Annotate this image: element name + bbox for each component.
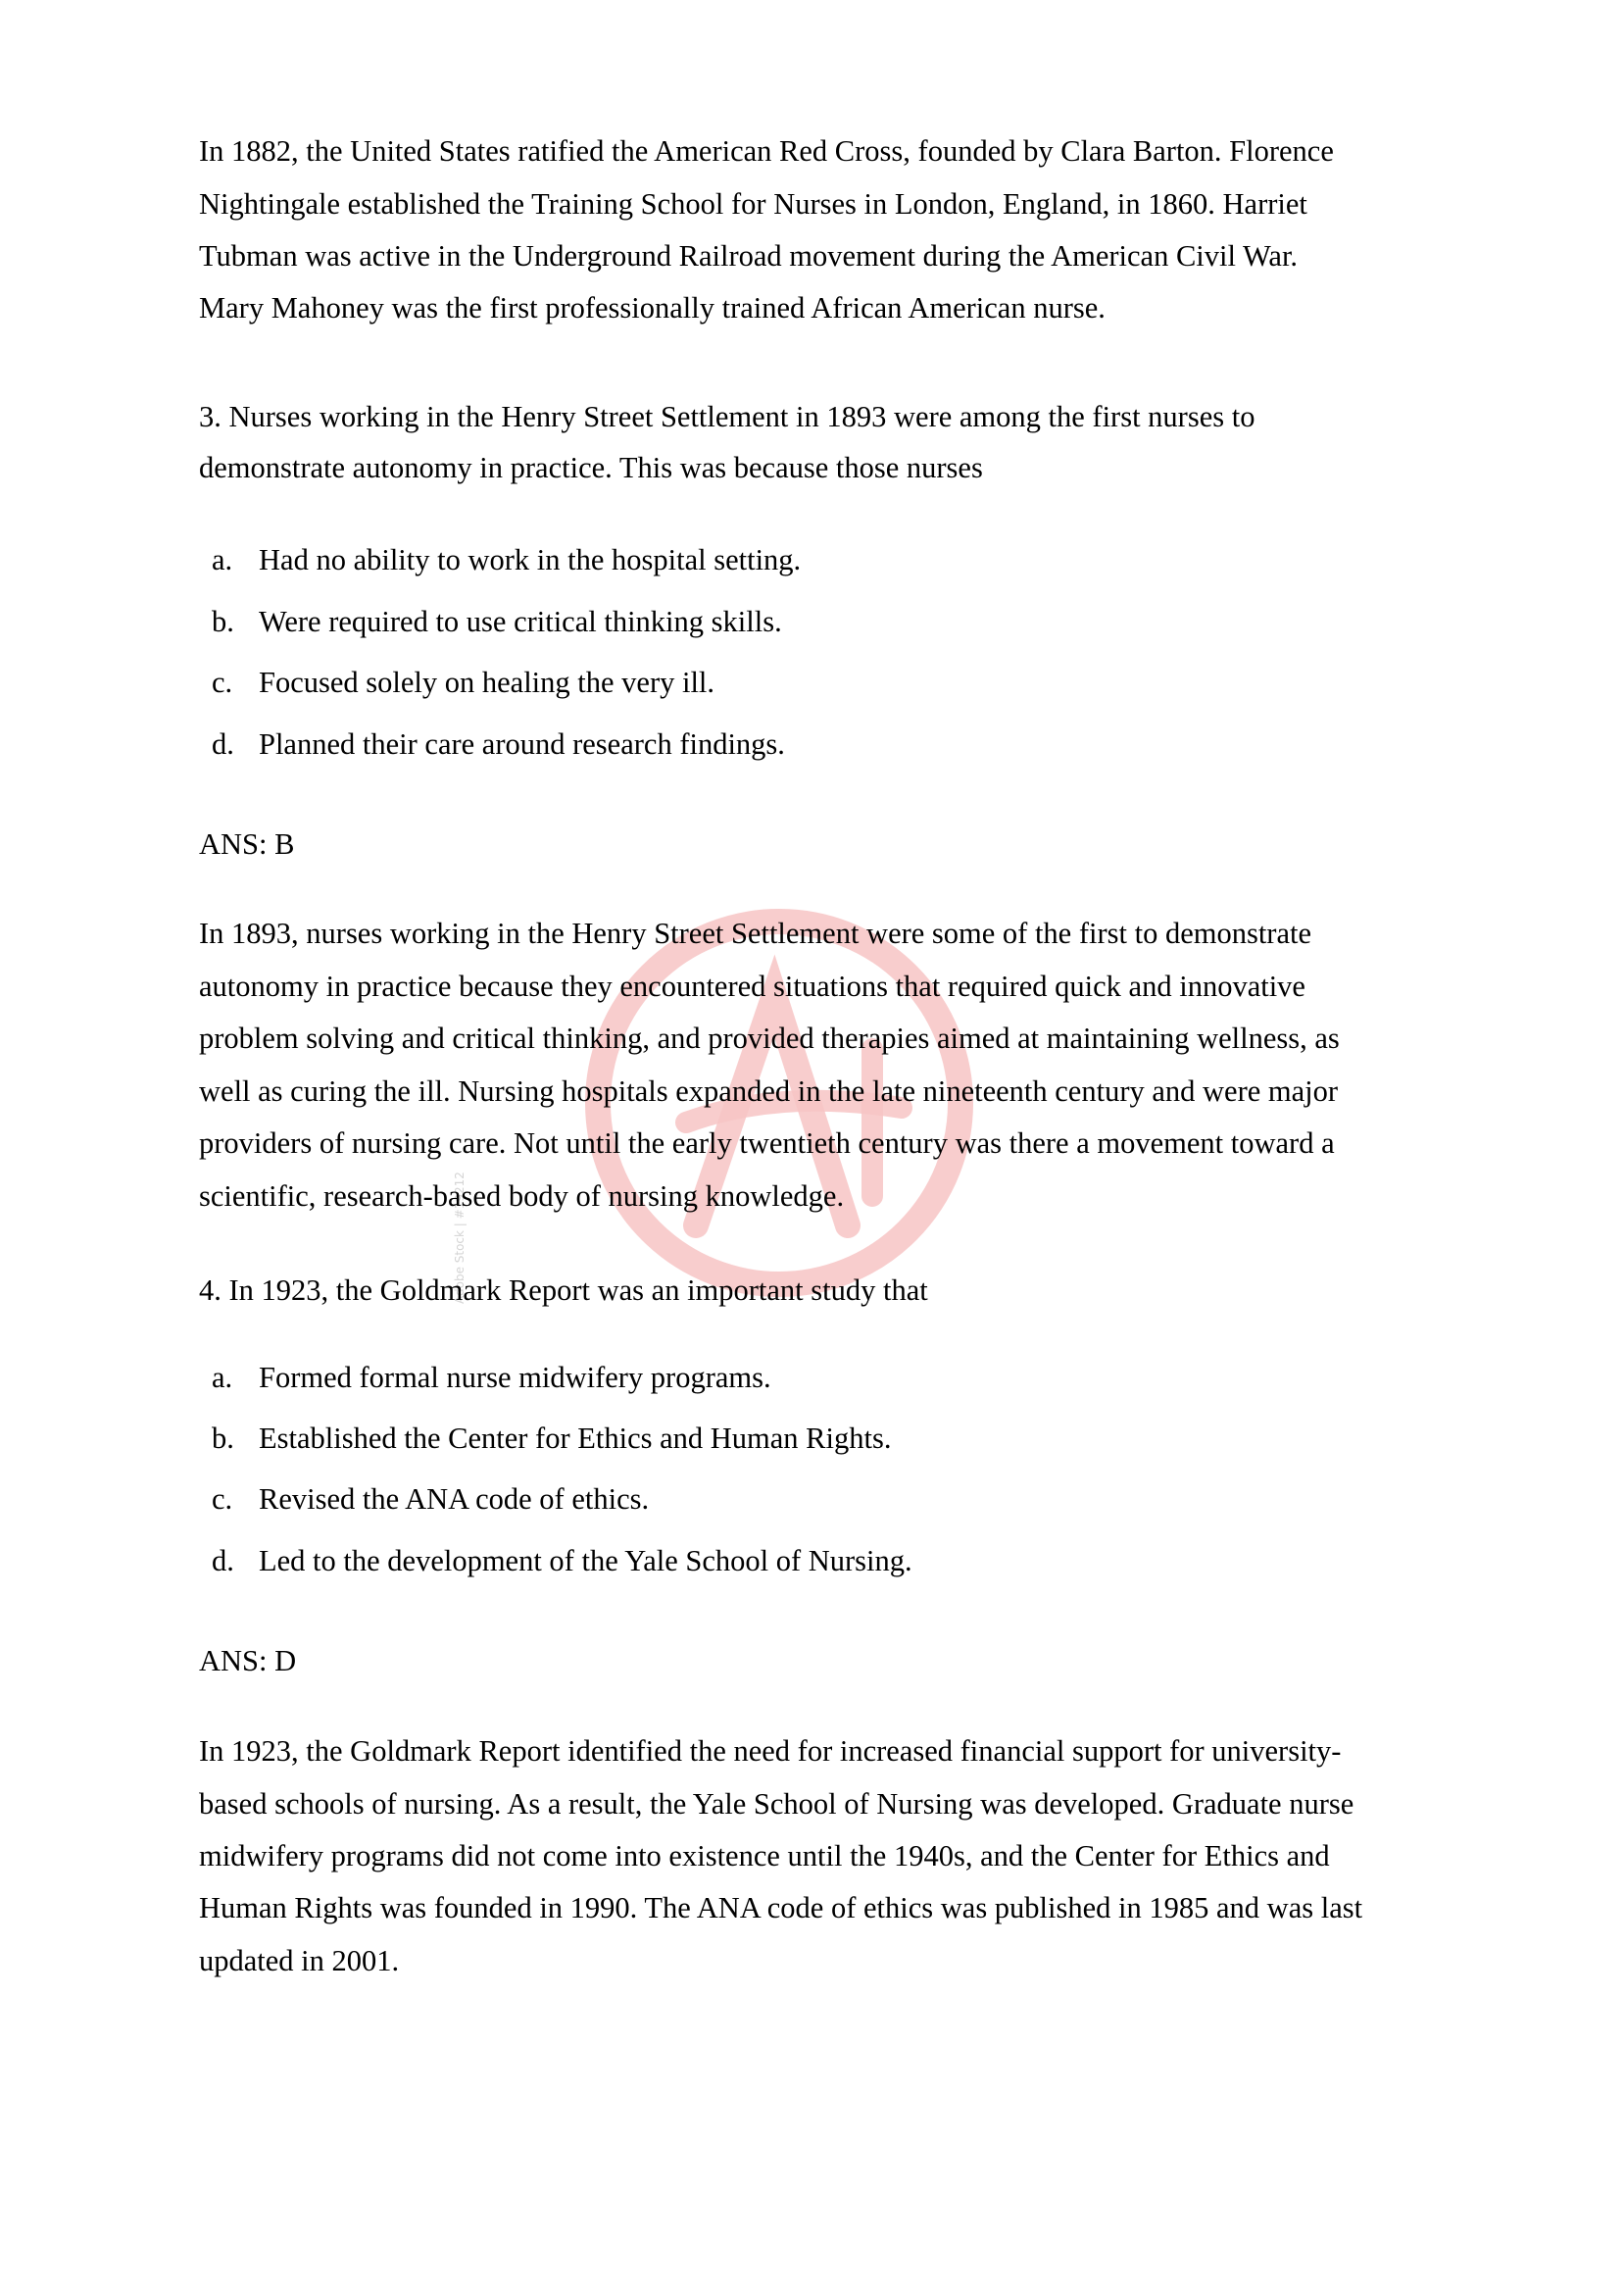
answer-label: ANS: B bbox=[199, 827, 295, 861]
question-stem: demonstrate autonomy in practice. This was because those nurses bbox=[199, 451, 983, 484]
option-c bbox=[212, 665, 714, 700]
option-letter: a. bbox=[212, 1361, 233, 1394]
option-c bbox=[212, 1481, 649, 1517]
option-a bbox=[212, 1360, 771, 1395]
option-text: Were required to use critical thinking skills. bbox=[259, 605, 782, 638]
option-a bbox=[212, 542, 801, 577]
option-letter: c. bbox=[212, 1482, 233, 1516]
rationale-line: well as curing the ill. Nursing hospitals expanded in the late nineteenth century and were major bbox=[199, 1074, 1339, 1108]
question-stem: 4. In 1923, the Goldmark Report was an important study that bbox=[199, 1273, 928, 1307]
rationale-line: Human Rights was founded in 1990. The ANA code of ethics was published in 1985 and was last bbox=[199, 1891, 1363, 1924]
option-letter: c. bbox=[212, 666, 233, 699]
paragraph-line: Mary Mahoney was the first professionally trained African American nurse. bbox=[199, 291, 1106, 324]
rationale-line: scientific, research-based body of nursing knowledge. bbox=[199, 1179, 845, 1213]
option-text: Had no ability to work in the hospital setting. bbox=[259, 543, 802, 576]
paragraph-line: Tubman was active in the Underground Railroad movement during the American Civil War. bbox=[199, 239, 1299, 273]
option-text: Established the Center for Ethics and Human Rights. bbox=[259, 1422, 892, 1455]
option-text: Revised the ANA code of ethics. bbox=[259, 1482, 650, 1516]
option-text: Focused solely on healing the very ill. bbox=[259, 666, 715, 699]
option-letter: b. bbox=[212, 605, 234, 638]
option-b bbox=[212, 604, 782, 639]
stock-watermark-text: Adobe Stock | #19212 bbox=[453, 1172, 467, 1304]
option-letter: d. bbox=[212, 1544, 234, 1577]
rationale-line: problem solving and critical thinking, and provided therapies aimed at maintaining wellness, as bbox=[199, 1022, 1340, 1055]
paragraph-line: Nightingale established the Training School for Nurses in London, England, in 1860. Harriet bbox=[199, 187, 1307, 221]
option-letter: a. bbox=[212, 543, 233, 576]
rationale-line: providers of nursing care. Not until the early twentieth century was there a movement toward a bbox=[199, 1126, 1335, 1160]
paragraph-line: In 1882, the United States ratified the American Red Cross, founded by Clara Barton. Florence bbox=[199, 134, 1334, 168]
question-stem: 3. Nurses working in the Henry Street Settlement in 1893 were among the first nurses to bbox=[199, 400, 1255, 433]
rationale-line: autonomy in practice because they encountered situations that required quick and innovative bbox=[199, 970, 1305, 1003]
option-text: Planned their care around research findings. bbox=[259, 727, 785, 761]
option-d bbox=[212, 1543, 912, 1578]
answer-label: ANS: D bbox=[199, 1644, 297, 1677]
rationale-line: midwifery programs did not come into existence until the 1940s, and the Center for Ethics and bbox=[199, 1839, 1330, 1872]
rationale-line: In 1893, nurses working in the Henry Street Settlement were some of the first to demonstrate bbox=[199, 917, 1312, 950]
option-text: Led to the development of the Yale School of Nursing. bbox=[259, 1544, 912, 1577]
rationale-line: In 1923, the Goldmark Report identified the need for increased financial support for university- bbox=[199, 1734, 1342, 1768]
option-letter: d. bbox=[212, 727, 234, 761]
option-letter: b. bbox=[212, 1422, 234, 1455]
rationale-line: updated in 2001. bbox=[199, 1944, 400, 1977]
rationale-line: based schools of nursing. As a result, the Yale School of Nursing was developed. Graduate nurse bbox=[199, 1787, 1354, 1821]
option-text: Formed formal nurse midwifery programs. bbox=[259, 1361, 771, 1394]
option-d bbox=[212, 726, 785, 762]
option-b bbox=[212, 1421, 891, 1456]
